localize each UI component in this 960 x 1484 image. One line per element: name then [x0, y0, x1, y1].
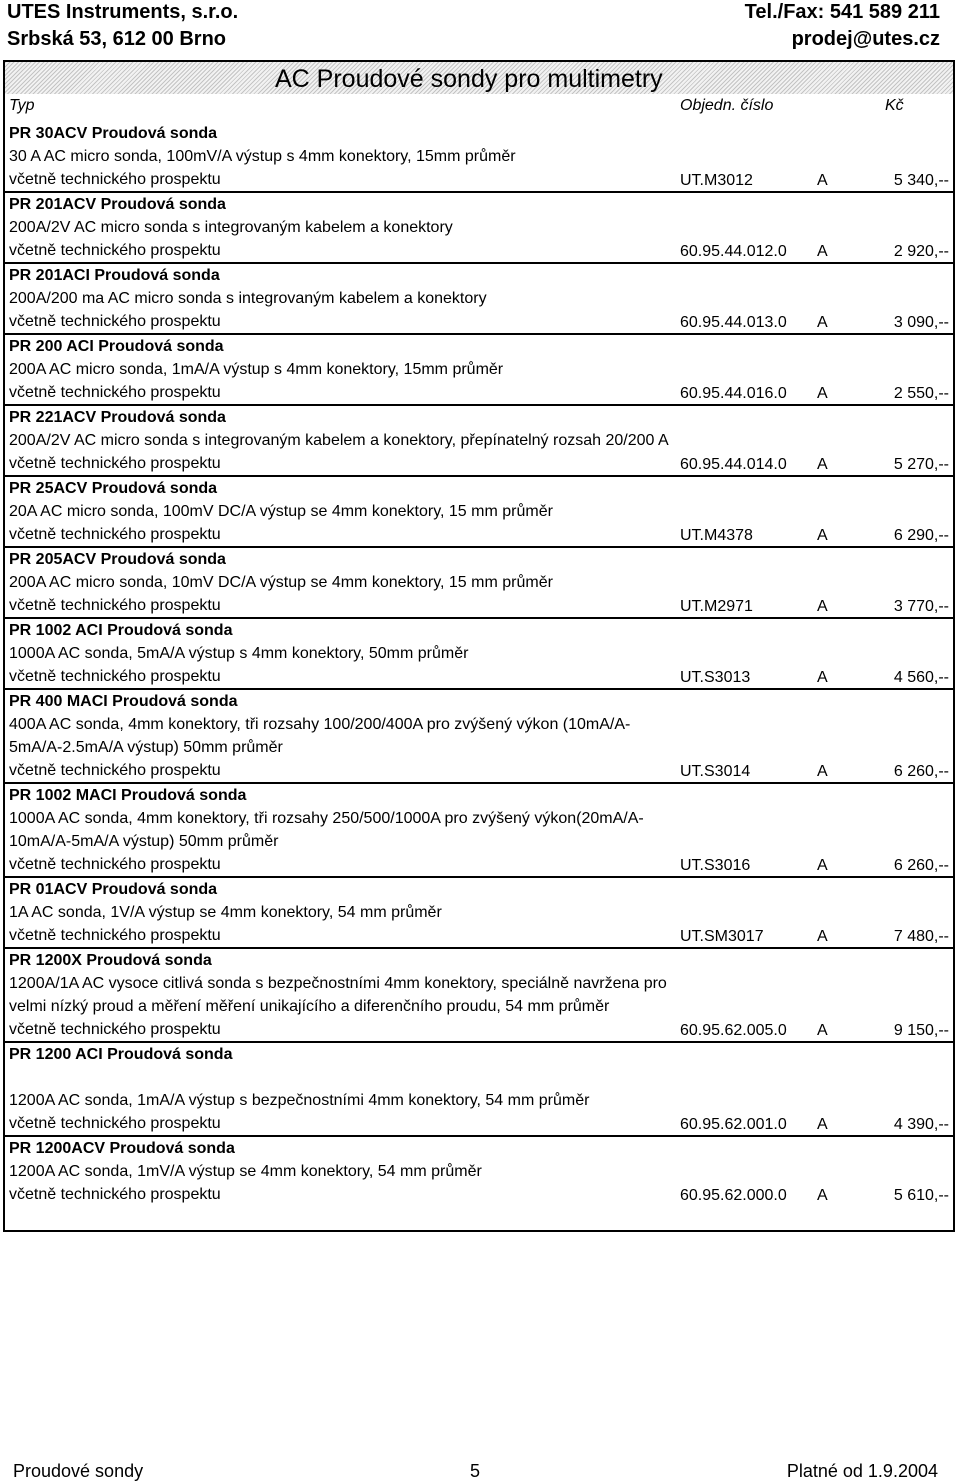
- product-price: 4 390,--: [893, 1116, 949, 1133]
- company-phone: Tel./Fax: 541 589 211: [744, 1, 940, 23]
- product-code: 60.95.62.005.0: [680, 1022, 787, 1039]
- product-name: PR 1200X Proudová sonda: [9, 952, 212, 969]
- product-name: PR 30ACV Proudová sonda: [9, 125, 218, 142]
- product-unit: A: [817, 314, 828, 331]
- product-row: [5, 193, 953, 264]
- row-spacer: [5, 1066, 953, 1089]
- product-includes: včetně technického prospektu: [9, 242, 221, 259]
- product-includes: včetně technického prospektu: [9, 455, 221, 472]
- product-line: [5, 168, 953, 191]
- product-row: [5, 477, 953, 548]
- product-code: UT.M2971: [680, 598, 753, 615]
- product-description: 1A AC sonda, 1V/A výstup se 4mm konektory, 54 mm průměr: [9, 904, 442, 921]
- product-description: 400A AC sonda, 4mm konektory, tři rozsahy 100/200/400A pro zvýšený výkon (10mA/A-5mA/A-2.5mA/A výstup) 50mm průměr: [9, 716, 631, 756]
- product-row: [5, 1137, 953, 1206]
- product-name: PR 201ACV Proudová sonda: [9, 196, 226, 213]
- product-includes: včetně technického prospektu: [9, 856, 221, 873]
- product-price: 5 340,--: [893, 172, 949, 189]
- product-includes: včetně technického prospektu: [9, 597, 221, 614]
- title-band: [5, 62, 953, 94]
- product-unit: A: [817, 1116, 828, 1133]
- product-price: 3 090,--: [893, 314, 949, 331]
- product-price: 9 150,--: [893, 1022, 949, 1039]
- product-row: [5, 1043, 953, 1137]
- product-description: 1000A AC sonda, 4mm konektory, tři rozsahy 250/500/1000A pro zvýšený výkon(20mA/A-10mA/A-5mA/A výstup) 50mm průměr: [9, 810, 644, 850]
- product-price: 5 610,--: [893, 1187, 949, 1204]
- product-price: 2 920,--: [893, 243, 949, 260]
- product-price: 6 260,--: [893, 763, 949, 780]
- product-includes: včetně technického prospektu: [9, 762, 221, 779]
- product-name: PR 1002 MACI Proudová sonda: [9, 787, 247, 804]
- product-code: 60.95.44.014.0: [680, 456, 787, 473]
- product-line: [5, 1112, 953, 1135]
- product-description: 30 A AC micro sonda, 100mV/A výstup s 4mm konektory, 15mm průměr: [9, 148, 516, 165]
- product-includes: včetně technického prospektu: [9, 384, 221, 401]
- product-code: UT.M4378: [680, 527, 753, 544]
- product-name: PR 1200 ACI Proudová sonda: [9, 1046, 233, 1063]
- product-code: 60.95.62.001.0: [680, 1116, 787, 1133]
- product-name: PR 1200ACV Proudová sonda: [9, 1140, 235, 1157]
- product-row: [5, 690, 953, 784]
- product-unit: A: [817, 456, 828, 473]
- product-name: PR 221ACV Proudová sonda: [9, 409, 226, 426]
- product-row: [5, 122, 953, 193]
- product-includes: včetně technického prospektu: [9, 171, 221, 188]
- product-name: PR 1002 ACI Proudová sonda: [9, 622, 233, 639]
- product-description: 1200A AC sonda, 1mA/A výstup s bezpečnostními 4mm konektory, 54 mm průměr: [9, 1092, 590, 1109]
- product-price: 4 560,--: [893, 669, 949, 686]
- product-unit: A: [817, 172, 828, 189]
- footer-page-number: 5: [470, 1461, 481, 1481]
- product-row: [5, 548, 953, 619]
- product-line: [5, 381, 953, 404]
- product-line: [5, 853, 953, 876]
- page-header: [0, 0, 960, 60]
- page-footer: [0, 1460, 960, 1484]
- product-line: [5, 594, 953, 617]
- company-name: UTES Instruments, s.r.o.: [7, 1, 239, 23]
- product-description: 20A AC micro sonda, 100mV DC/A výstup se 4mm konektory, 15 mm průměr: [9, 503, 553, 520]
- product-line: [5, 1183, 953, 1206]
- product-code: 60.95.44.013.0: [680, 314, 787, 331]
- product-line: [5, 759, 953, 782]
- product-name: PR 205ACV Proudová sonda: [9, 551, 226, 568]
- product-line: [5, 924, 953, 947]
- product-code: UT.S3014: [680, 763, 751, 780]
- product-name: PR 25ACV Proudová sonda: [9, 480, 218, 497]
- product-price: 7 480,--: [893, 928, 949, 945]
- company-email[interactable]: prodej@utes.cz: [791, 28, 940, 50]
- product-name: PR 200 ACI Proudová sonda: [9, 338, 224, 355]
- product-unit: A: [817, 1022, 828, 1039]
- product-code: 60.95.62.000.0: [680, 1187, 787, 1204]
- product-row: [5, 784, 953, 878]
- footer-valid-from: Platné od 1.9.2004: [786, 1461, 938, 1481]
- product-includes: včetně technického prospektu: [9, 927, 221, 944]
- product-line: [5, 665, 953, 688]
- product-code: UT.S3016: [680, 857, 751, 874]
- product-description: 1200A/1A AC vysoce citlivá sonda s bezpečnostními 4mm konektory, speciálně navržena pro velmi nízký proud a měření měření unikajícího a diferenčního proudu, 54 mm průměr: [9, 975, 667, 1015]
- product-description: 200A AC micro sonda, 1mA/A výstup s 4mm konektory, 15mm průměr: [9, 361, 504, 378]
- product-name: PR 01ACV Proudová sonda: [9, 881, 218, 898]
- product-row: [5, 264, 953, 335]
- product-rows: [5, 122, 953, 1206]
- product-row: [5, 949, 953, 1043]
- product-includes: včetně technického prospektu: [9, 313, 221, 330]
- product-includes: včetně technického prospektu: [9, 1186, 221, 1203]
- product-line: [5, 1018, 953, 1041]
- product-includes: včetně technického prospektu: [9, 1115, 221, 1132]
- product-description: 200A AC micro sonda, 10mV DC/A výstup se 4mm konektory, 15 mm průměr: [9, 574, 553, 591]
- column-header-price: Kč: [885, 97, 904, 114]
- product-line: [5, 310, 953, 333]
- product-price: 3 770,--: [893, 598, 949, 615]
- product-code: 60.95.44.012.0: [680, 243, 787, 260]
- product-price: 5 270,--: [893, 456, 949, 473]
- product-unit: A: [817, 763, 828, 780]
- product-price: 6 260,--: [893, 857, 949, 874]
- footer-section: Proudové sondy: [13, 1461, 144, 1481]
- product-includes: včetně technického prospektu: [9, 1021, 221, 1038]
- product-code: 60.95.44.016.0: [680, 385, 787, 402]
- product-description: 200A/200 ma AC micro sonda s integrovaným kabelem a konektory: [9, 290, 487, 307]
- page-title: AC Proudové sondy pro multimetry: [275, 65, 663, 93]
- product-code: UT.SM3017: [680, 928, 764, 945]
- product-unit: A: [817, 669, 828, 686]
- company-address: Srbská 53, 612 00 Brno: [7, 28, 227, 50]
- product-unit: A: [817, 1187, 828, 1204]
- product-unit: A: [817, 857, 828, 874]
- price-table: [3, 60, 955, 1232]
- product-code: UT.S3013: [680, 669, 751, 686]
- product-code: UT.M3012: [680, 172, 753, 189]
- product-row: [5, 335, 953, 406]
- product-includes: včetně technického prospektu: [9, 526, 221, 543]
- product-price: 2 550,--: [893, 385, 949, 402]
- product-unit: A: [817, 243, 828, 260]
- product-row: [5, 619, 953, 690]
- product-row: [5, 878, 953, 949]
- product-description: 200A/2V AC micro sonda s integrovaným kabelem a konektory, přepínatelný rozsah 20/200 A: [9, 432, 669, 449]
- product-name: PR 400 MACI Proudová sonda: [9, 693, 238, 710]
- product-unit: A: [817, 928, 828, 945]
- product-line: [5, 452, 953, 475]
- product-line: [5, 239, 953, 262]
- column-header-order-number: Objedn. číslo: [680, 97, 774, 114]
- product-row: [5, 406, 953, 477]
- product-unit: A: [817, 598, 828, 615]
- product-description: 1200A AC sonda, 1mV/A výstup se 4mm konektory, 54 mm průměr: [9, 1163, 482, 1180]
- product-unit: A: [817, 527, 828, 544]
- product-description: 1000A AC sonda, 5mA/A výstup s 4mm konektory, 50mm průměr: [9, 645, 469, 662]
- product-price: 6 290,--: [893, 527, 949, 544]
- product-includes: včetně technického prospektu: [9, 668, 221, 685]
- column-header-type: Typ: [9, 97, 35, 114]
- product-name: PR 201ACI Proudová sonda: [9, 267, 220, 284]
- product-description: 200A/2V AC micro sonda s integrovaným kabelem a konektory: [9, 219, 453, 236]
- product-line: [5, 523, 953, 546]
- product-unit: A: [817, 385, 828, 402]
